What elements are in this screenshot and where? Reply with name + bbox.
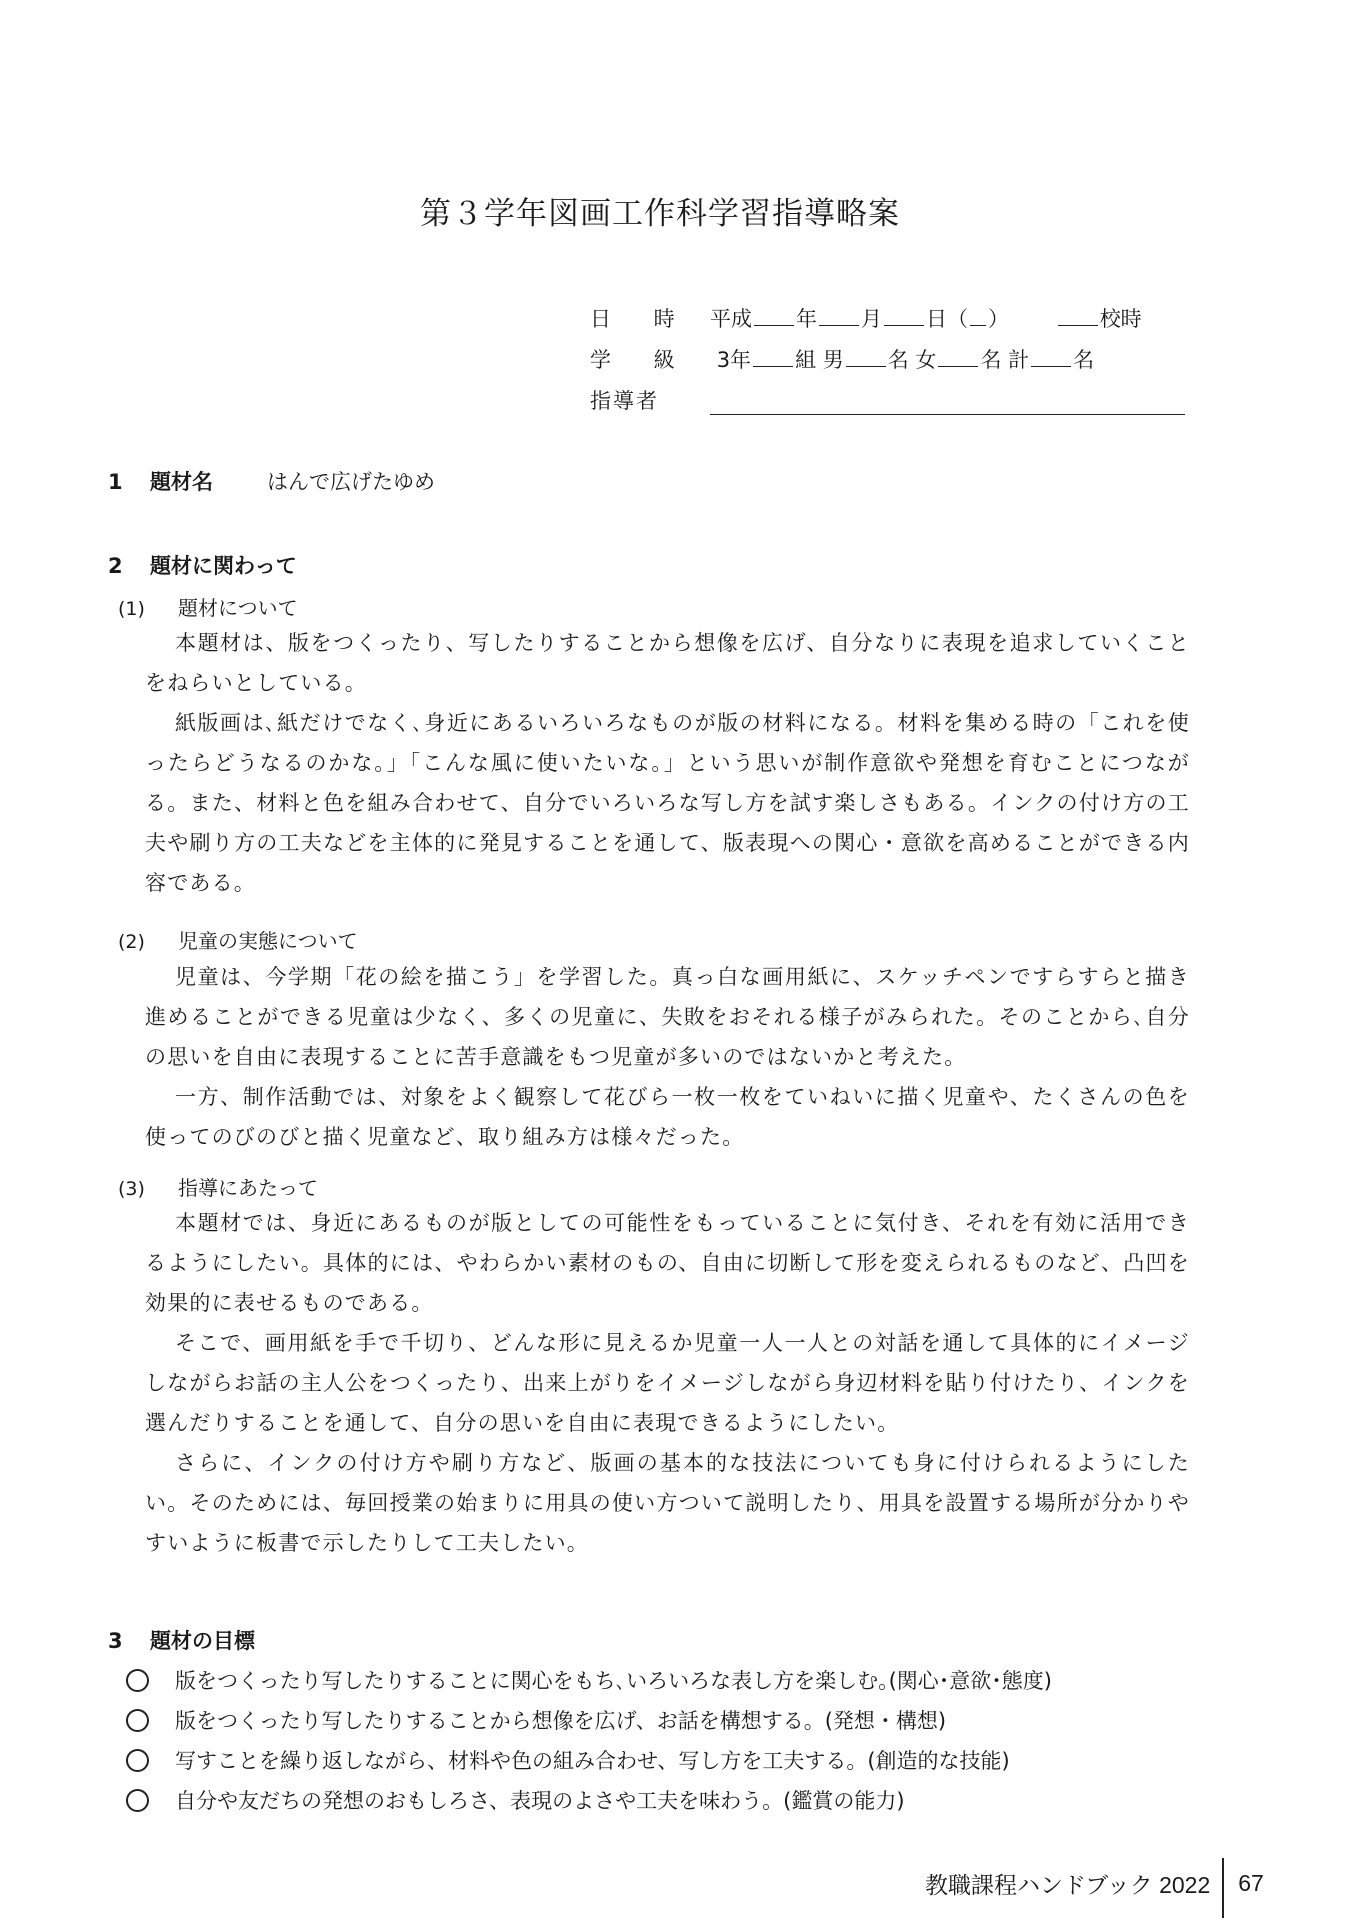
section-3-heading [108,1625,255,1655]
lesson-meta [590,292,1185,415]
blank [884,307,924,326]
goals-list [126,1660,1052,1820]
goal-item [126,1740,1052,1780]
book-title: 教職課程ハンドブック 2022 [925,1871,1211,1898]
blank [753,348,793,367]
subsection-number: (1) [118,598,145,620]
subsection-1-body [145,623,1190,903]
blank [819,307,859,326]
goal-item [126,1700,1052,1740]
meta-date-row [590,292,1185,333]
girls-label: 名 女 [887,348,937,372]
paragraph: さらに、インクの付け方や刷り方など、版画の基本的な技法についても身に付けられるようにしたい。そのためには、毎回授業の始まりに用具の使い方ついて説明したり、用具を設置する場所が分かりやすいように板書で示したりして工夫したい。 [145,1451,1190,1555]
date-value [710,303,1142,333]
month-label: 月 [861,307,882,331]
paragraph: 紙版画は､紙だけでなく､身近にあるいろいろなものが版の材料になる。材料を集める時の「これを使ったらどうなるのかな。」「こんな風に使いたいな。」という思いが制作意欲や発想を育むことにつながる。また、材料と色を組み合わせて、自分でいろいろな写し方を試す楽しさもある。インクの付け方の工夫や刷り方の工夫などを主体的に発見することを通して、版表現への関心・意欲を高めることができる内容である。 [145,711,1190,895]
period-label: 校時 [1099,307,1142,331]
subsection-title: 児童の実態について [178,929,358,953]
date-label: 日 時 [590,307,693,331]
blank [846,348,886,367]
era-label: 平成 [710,307,752,331]
subsection-1-heading [118,592,298,621]
circle-bullet-icon [126,1709,149,1732]
footer-divider [1222,1858,1224,1918]
paragraph: 本題材では、身近にあるものが版としての可能性をもっていることに気付き、それを有効に活用できるようにしたい。具体的には、やわらかい素材のもの、自由に切断して形を変えられるものなど、凸凹を効果的に表せるものである。 [145,1211,1190,1315]
document-title: 第３学年図画工作科学習指導略案 [420,196,900,232]
teacher-label: 指導者 [590,389,659,413]
section-2-heading [108,550,297,580]
section-title: 題材に関わって [150,554,297,578]
subsection-title: 指導にあたって [178,1176,318,1200]
subsection-3-body [145,1203,1190,1563]
topic-name: はんで広げたゆめ [267,470,435,494]
goal-item [126,1780,1052,1820]
section-number: 3 [108,1629,123,1653]
goal-text: 版をつくったり写したりすることに関心をもち､いろいろな表し方を楽しむ｡(関心･意欲･態度) [175,1669,1052,1693]
blank [970,307,986,326]
circle-bullet-icon [126,1749,149,1772]
subsection-number: (2) [118,931,145,953]
goal-item [126,1660,1052,1700]
page-footer [925,1860,1264,1906]
teacher-signature-line [710,392,1185,415]
subsection-number: (3) [118,1178,145,1200]
blank [938,348,978,367]
day-label: 日（ [926,307,968,331]
class-value [710,344,1094,374]
blank [1031,348,1071,367]
blank [1058,307,1098,326]
paragraph: そこで、画用紙を手で千切り、どんな形に見えるか児童一人一人との対話を通して具体的にイメージしながらお話の主人公をつくったり、出来上がりをイメージしながら身辺材料を貼り付けたり、インクを選んだりすることを通して、自分の思いを自由に表現できるようにしたい。 [145,1331,1190,1435]
section-title: 題材名 [150,470,213,494]
section-title: 題材の目標 [150,1629,255,1653]
circle-bullet-icon [126,1789,149,1812]
meta-teacher-row [590,374,1185,415]
group-boys-label: 組 男 [795,348,844,372]
paragraph: 児童は、今学期「花の絵を描こう」を学習した。真っ白な画用紙に、スケッチペンですらすらと描き進めることができる児童は少なく、多くの児童に、失敗をおそれる様子がみられた。そのことから､自分の思いを自由に表現することに苦手意識をもつ児童が多いのではないかと考えた。 [145,965,1190,1069]
section-number: 1 [108,470,123,494]
section-number: 2 [108,554,123,578]
subsection-title: 題材について [178,596,298,620]
paren-close: ） [988,307,1009,331]
page-number: 67 [1238,1869,1264,1896]
count-unit: 名 [1073,348,1095,372]
total-label: 名 計 [980,348,1030,372]
grade-label: 3年 [716,348,752,372]
subsection-2-body [145,957,1190,1157]
subsection-3-heading [118,1172,318,1201]
class-label: 学 級 [590,348,693,372]
paragraph: 本題材は、版をつくったり、写したりすることから想像を広げ、自分なりに表現を追求していくことをねらいとしている。 [145,631,1190,695]
subsection-2-heading [118,925,358,954]
goal-text: 自分や友だちの発想のおもしろさ、表現のよさや工夫を味わう。(鑑賞の能力) [175,1789,905,1813]
meta-class-row [590,333,1185,374]
paragraph: 一方、制作活動では、対象をよく観察して花びら一枚一枚をていねいに描く児童や、たくさんの色を使ってのびのびと描く児童など、取り組み方は様々だった。 [145,1085,1190,1149]
section-1-heading [108,466,435,496]
goal-text: 版をつくったり写したりすることから想像を広げ、お話を構想する。(発想・構想) [175,1709,947,1733]
circle-bullet-icon [126,1669,149,1692]
blank [754,307,794,326]
goal-text: 写すことを繰り返しながら、材料や色の組み合わせ、写し方を工夫する。(創造的な技能) [175,1749,1010,1773]
year-label: 年 [796,307,817,331]
